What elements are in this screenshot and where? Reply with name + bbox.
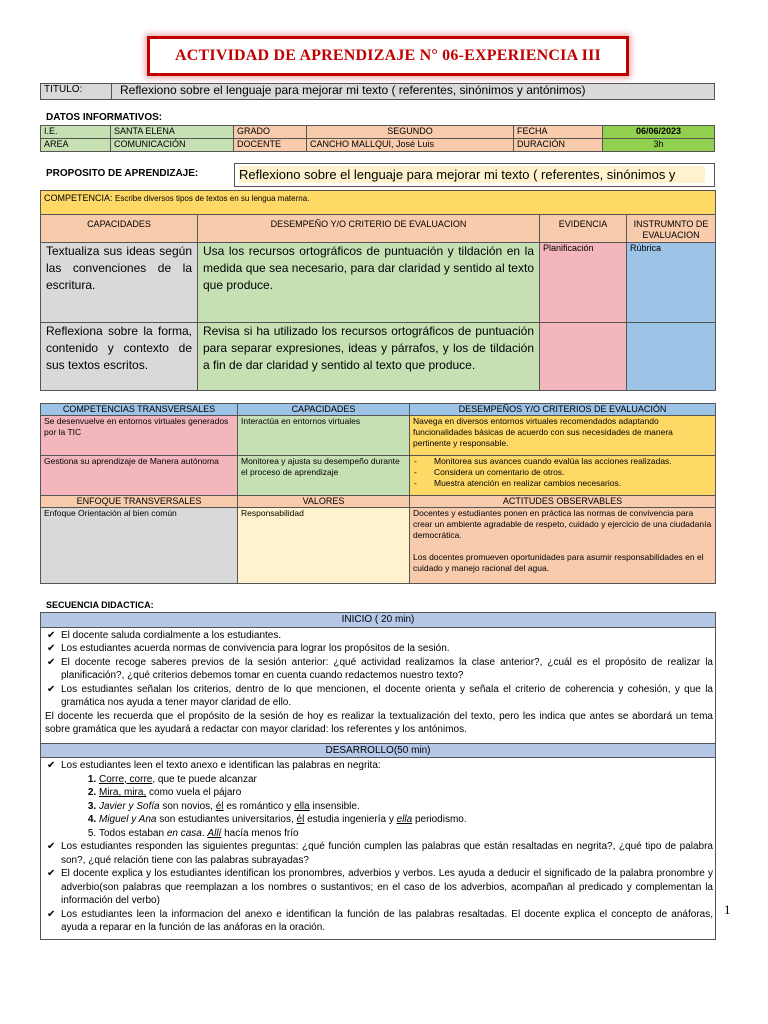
proposito-value: Reflexiono sobre el lenguaje para mejorar mi texto ( referentes, sinónimos y [239, 166, 705, 183]
page-title: ACTIVIDAD DE APRENDIZAJE N° 06-EXPERIENCIA III [147, 36, 629, 76]
datos-heading: DATOS INFORMATIVOS: [46, 112, 163, 123]
trans-header-competencias: COMPETENCIAS TRANSVERSALES [41, 404, 238, 416]
trans-header-desempenos: DESEMPEÑOS Y/O CRITERIOS DE EVALUACIÓN [410, 404, 716, 416]
trans-capacidad-2: Monitorea y ajusta su desempeño durante el proceso de aprendizaje [238, 456, 410, 496]
grado-value: SEGUNDO [307, 126, 514, 139]
trans-desempeno-2-item: - Considera un comentario de otros. [412, 467, 715, 478]
trans-desempeno-2-item: - Muestra atención en realizar cambios necesarios. [412, 478, 715, 489]
trans-desempeno-2-item: - Monitorea sus avances cuando evalúa las acciones realizadas. [412, 456, 715, 467]
fecha-label: FECHA [514, 126, 603, 139]
page-number: 1 [724, 902, 731, 917]
example-item: 4. Miguel y Ana son estudiantes universitarios, él estudia ingeniería y ella periodismo. [99, 813, 713, 827]
enfoque-value: Enfoque Orientación al bien común [41, 508, 238, 584]
capacidad-1: Textualiza sus ideas según las convenciones de la escritura. [41, 243, 198, 323]
ie-value: SANTA ELENA [111, 126, 234, 139]
area-label: AREA [41, 139, 111, 152]
example-item: 5. Todos estaban en casa. Allí hacía menos frío [99, 827, 713, 841]
fecha-value: 06/06/2023 [603, 126, 715, 139]
inicio-item: ✔ El docente recoge saberes previos de la sesión anterior: ¿qué actividad realizamos la clase anterior?, ¿cuál es el propósito de realizar la planificación?, ¿qué criterios debemos tomar en cuenta cuando redactemos nuestro texto? [45, 656, 713, 683]
inicio-title: INICIO ( 20 min) [41, 613, 716, 628]
area-value: COMUNICACIÓN [111, 139, 234, 152]
duracion-value: 3h [603, 139, 715, 152]
secuencia-table [40, 612, 716, 940]
valor-value: Responsabilidad [238, 508, 410, 584]
instrumento-1: Rúbrica [627, 243, 716, 323]
desarrollo-item: ✔ Los estudiantes responden las siguientes preguntas: ¿qué función cumplen las palabras que están resaltadas en negrita?, ¿qué tipo de palabra son?, ¿qué relación tiene con las palabras subrayadas? [45, 840, 713, 867]
docente-value: CANCHO MALLQUI, José Luis [307, 139, 514, 152]
trans-desempeno-1: Navega en diversos entornos virtuales recomendados adaptando funcionalidades básicas de acuerdo con sus necesidades de manera pertinente y responsable. [410, 416, 716, 456]
header-instrumento: INSTRUMNTO DE EVALUACION [627, 215, 716, 243]
competencia-label: COMPETENCIA: [44, 193, 113, 203]
trans-competencia-1: Se desenvuelve en entornos virtuales generados por la TIC [41, 416, 238, 456]
transversales-table [40, 403, 716, 584]
header-evidencia: EVIDENCIA [540, 215, 627, 243]
desarrollo-item: ✔ El docente explica y los estudiantes identifican los pronombres, adverbios y verbos. Les ayuda a deducir el significado de la palabra pronombre y adverbio(son palabras que reemplazan a los nombres o sustantivos; en el caso de los adverbios, acompañan al predicado y complementan la información del verbo) [45, 867, 713, 908]
evidencia-1: Planificación [540, 243, 627, 323]
trans-desempeno-2 [410, 456, 716, 496]
desempeno-1: Usa los recursos ortográficos de puntuación y tildación en la medida que sea necesario, para dar claridad y sentido al texto que produce. [198, 243, 540, 323]
titulo-label: TITULO: [41, 84, 112, 100]
secuencia-heading: SECUENCIA DIDACTICA: [46, 600, 154, 610]
proposito-box [234, 163, 715, 187]
example-item: 1. Corre, corre, que te puede alcanzar [99, 773, 713, 787]
competencia-value: Escribe diversos tipos de textos en su lengua materna. [115, 194, 310, 203]
desarrollo-title: DESARROLLO(50 min) [41, 743, 716, 758]
ie-label: I.E. [41, 126, 111, 139]
inicio-item: ✔ Los estudiantes señalan los criterios, dentro de lo que mencionen, el docente orienta y señala el criterio de coherencia y cohesión, y que la gramática nos ayuda a tener mayor claridad de ello. [45, 683, 713, 710]
trans-header-capacidades: CAPACIDADES [238, 404, 410, 416]
titulo-value: Reflexiono sobre el lenguaje para mejorar mi texto ( referentes, sinónimos y antónimos) [112, 84, 715, 100]
datos-table [40, 125, 715, 152]
inicio-item: ✔ Los estudiantes acuerda normas de convivencia para lograr los propósitos de la sesión. [45, 642, 713, 656]
header-capacidades: CAPACIDADES [41, 215, 198, 243]
desarrollo-item: ✔ Los estudiantes leen la informacion del anexo e identifican la función de las palabras resaltadas. El docente explica el concepto de anáforas, ayuda a reparar en la función de las anáforas en la oración. [45, 908, 713, 935]
proposito-label: PROPOSITO DE APRENDIZAJE: [46, 168, 199, 179]
inicio-content [41, 627, 716, 743]
enfoque-header: ENFOQUE TRANSVERSALES [41, 496, 238, 508]
instrumento-2 [627, 323, 716, 391]
trans-competencia-2: Gestiona su aprendizaje de Manera autónoma [41, 456, 238, 496]
evidencia-2 [540, 323, 627, 391]
capacidad-2: Reflexiona sobre la forma, contenido y contexto de sus textos escritos. [41, 323, 198, 391]
grado-label: GRADO [234, 126, 307, 139]
trans-capacidad-1: Interactúa en entornos virtuales [238, 416, 410, 456]
inicio-paragraph: El docente les recuerda que el propósito de la sesión de hoy es realizar la textualización del texto, pero les indica que antes se abordará un tema sobre gramática que les ayudará a redactar con mayor claridad: los referentes y los antónimos. [45, 710, 713, 735]
example-list [45, 773, 713, 841]
duracion-label: DURACIÓN [514, 139, 603, 152]
valores-header: VALORES [238, 496, 410, 508]
inicio-item: ✔ El docente saluda cordialmente a los estudiantes. [45, 629, 713, 643]
example-item: 3. Javier y Sofía son novios, él es romántico y ella insensible. [99, 800, 713, 814]
header-desempeno: DESEMPEÑO Y/O CRITERIO DE EVALUACION [198, 215, 540, 243]
actitud-2: Los docentes promueven oportunidades para asumir responsabilidades en el cuidado y manejo racional del agua. [413, 552, 704, 573]
docente-label: DOCENTE [234, 139, 307, 152]
actitud-1: Docentes y estudiantes ponen en práctica las normas de convivencia para crear un ambiente agradable de respeto, cuidado y ejercicio de una ciudadanía democrática. [413, 508, 712, 540]
titulo-table [40, 83, 715, 100]
desarrollo-item: ✔ Los estudiantes leen el texto anexo e identifican las palabras en negrita: [45, 759, 713, 773]
example-item: 2. Mira, mira, como vuela el pájaro [99, 786, 713, 800]
desempeno-2: Revisa si ha utilizado los recursos ortográficos de puntuación para separar expresiones, ideas y párrafos, y los de tildación a fin de dar claridad y sentido al texto que produce. [198, 323, 540, 391]
actitudes-header: ACTITUDES OBSERVABLES [410, 496, 716, 508]
competencia-row [41, 191, 716, 215]
desarrollo-content [41, 758, 716, 940]
competencia-table [40, 190, 716, 391]
actitudes-value [410, 508, 716, 584]
